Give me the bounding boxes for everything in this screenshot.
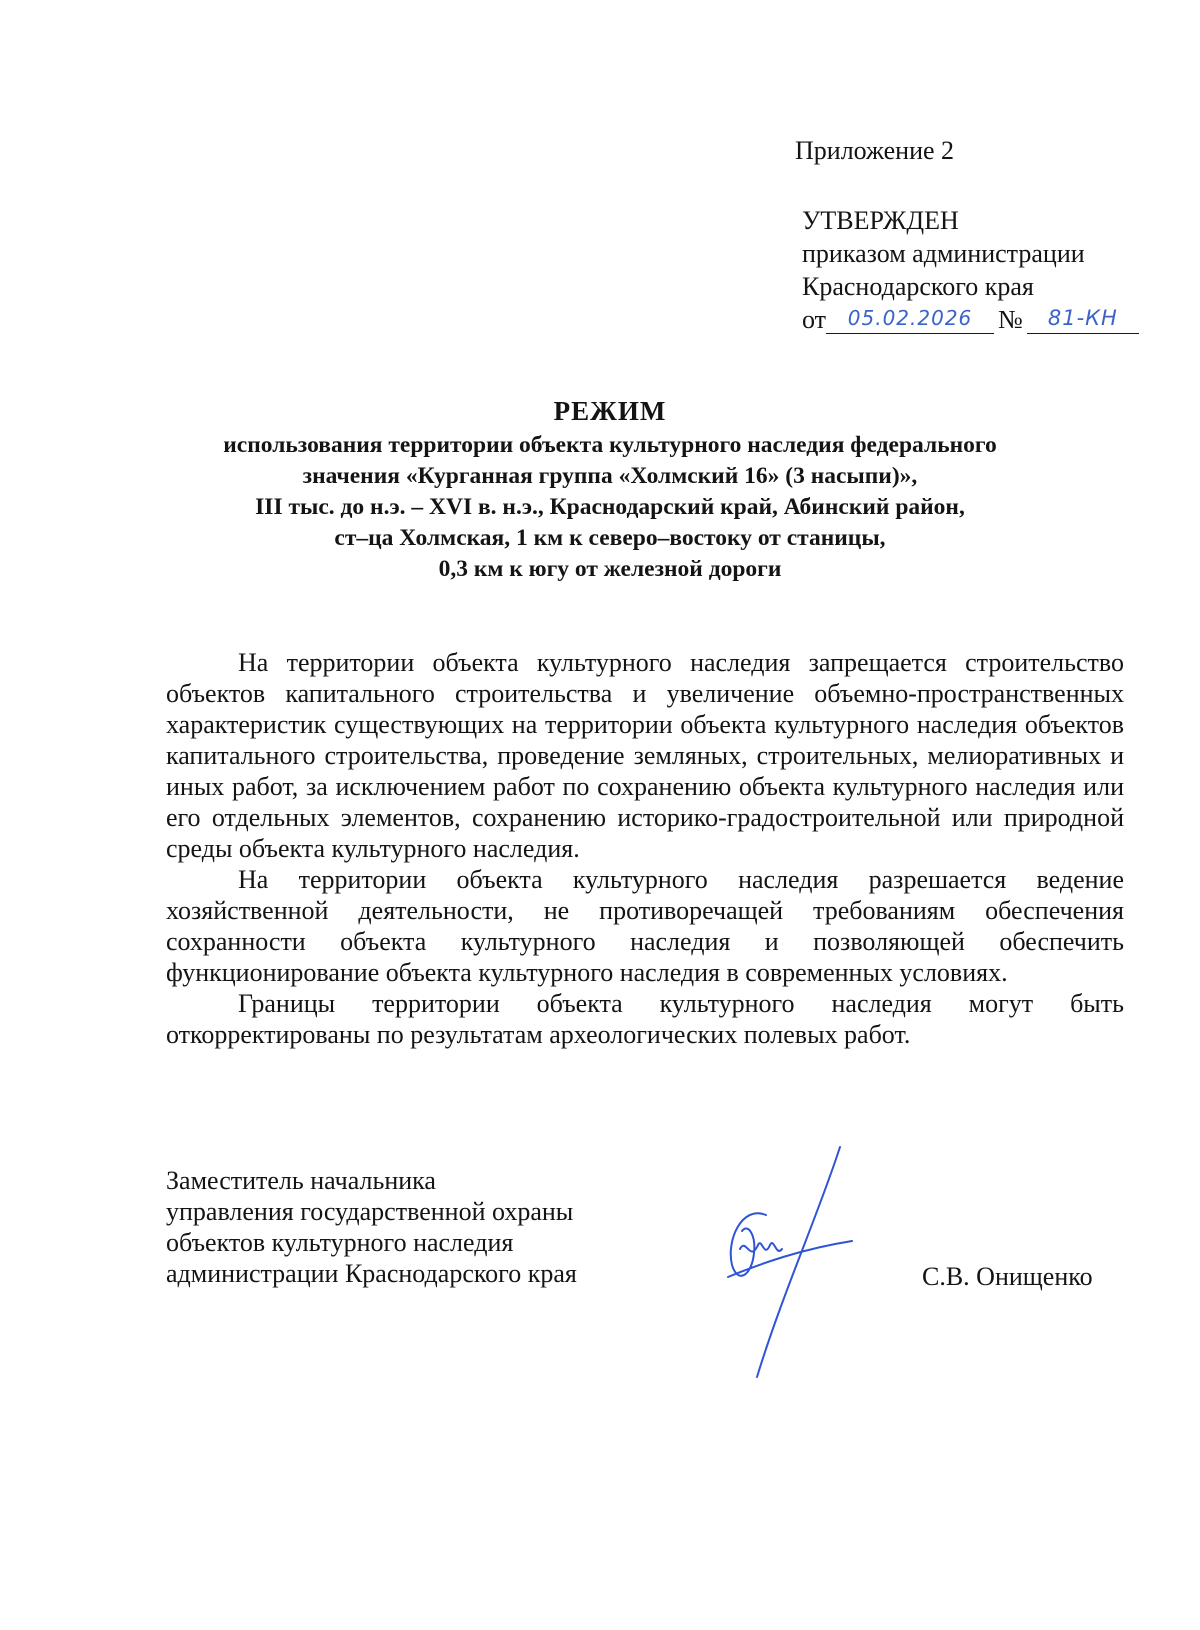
approval-line-1: приказом администрации [802,239,1085,268]
subtitle-line: III тыс. до н.э. – XVI в. н.э., Краснодарский край, Абинский район, [255,494,965,520]
document-body [166,647,1124,1050]
signer-name: С.В. Онищенко [922,1262,1093,1291]
handwritten-signature [722,1145,862,1380]
approval-date-row [802,303,1139,336]
signer-position-line: администрации Краснодарского края [166,1259,577,1288]
signer-position [166,1165,577,1289]
subtitle-line: 0,3 км к югу от железной дороги [438,556,782,582]
body-paragraph: На территории объекта культурного наследия запрещается строительство объектов капитального строительства и увеличение объемно-пространственных характеристик существующих на территории объекта культурного наследия объектов капитального строительства, проведение земляных, строительных, мелиоративных и иных работ, за исключением работ по сохранению объекта культурного наследия или его отдельных элементов, сохранению историко-градостроительной или природной среды объекта культурного наследия. [166,648,1124,863]
date-prefix: от [802,305,827,334]
number-prefix: № [998,305,1023,334]
appendix-label: Приложение 2 [795,136,955,165]
subtitle-line: ст–ца Холмская, 1 км к северо–востоку от станицы, [334,525,886,551]
handwritten-date: 05.02.2026 [826,305,994,334]
body-paragraph: На территории объекта культурного наследия разрешается ведение хозяйственной деятельности, не противоречащей требованиям обеспечения сохранности объекта культурного наследия и позволяющей обеспечить функционирование объекта культурного наследия в современных условиях. [166,865,1124,987]
document-title: РЕЖИМ [553,396,667,426]
signer-position-line: объектов культурного наследия [166,1228,514,1257]
approval-line-2: Краснодарского края [802,272,1034,301]
signer-position-line: Заместитель начальника [166,1166,436,1195]
signer-position-line: управления государственной охраны [166,1197,574,1226]
approval-block [802,204,1139,336]
body-paragraph: Границы территории объекта культурного наследия могут быть откорректированы по результатам археологических полевых работ. [166,989,1124,1049]
approval-heading: УТВЕРЖДЕН [802,206,959,235]
document-subtitle [150,430,1070,585]
subtitle-line: использования территории объекта культурного наследия федерального [223,432,997,458]
handwritten-order-number: 81-КН [1027,305,1139,334]
subtitle-line: значения «Курганная группа «Холмский 16» (3 насыпи)», [302,463,918,489]
